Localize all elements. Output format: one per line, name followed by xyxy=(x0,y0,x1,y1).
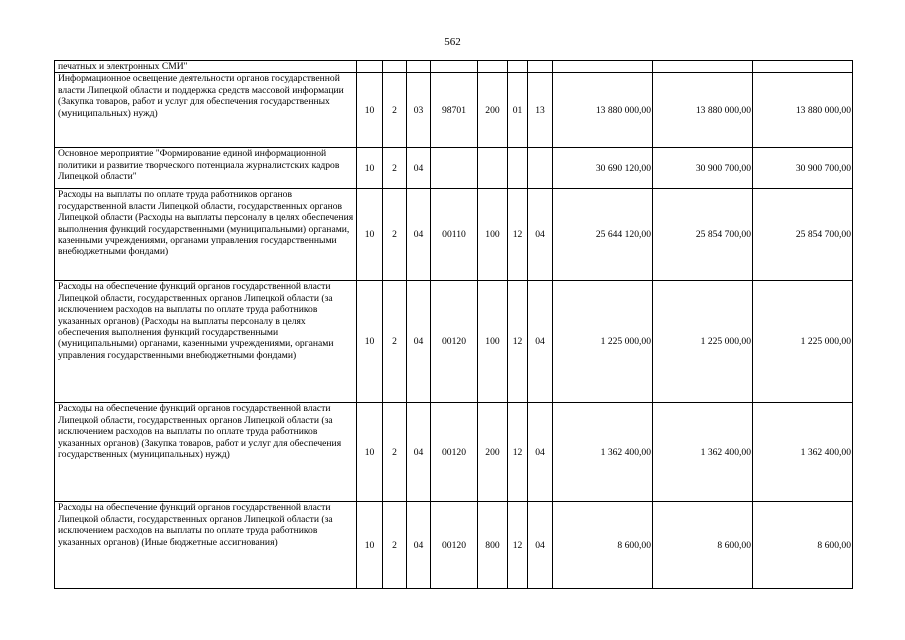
code-cell: 10 xyxy=(357,403,383,502)
amount-cell: 1 225 000,00 xyxy=(653,281,753,403)
table-row xyxy=(55,502,853,589)
amount-cell xyxy=(753,61,853,73)
amount-cell: 30 900 700,00 xyxy=(653,148,753,189)
code-cell: 00120 xyxy=(431,403,478,502)
code-cell: 10 xyxy=(357,502,383,589)
budget-table xyxy=(54,60,853,589)
code-cell: 2 xyxy=(383,148,407,189)
code-cell: 12 xyxy=(508,189,528,281)
code-cell: 04 xyxy=(407,403,431,502)
amount-cell: 8 600,00 xyxy=(653,502,753,589)
table-row xyxy=(55,281,853,403)
amount-cell: 25 854 700,00 xyxy=(653,189,753,281)
code-cell: 04 xyxy=(407,502,431,589)
code-cell: 100 xyxy=(478,189,508,281)
code-cell: 12 xyxy=(508,403,528,502)
amount-cell: 13 880 000,00 xyxy=(753,73,853,148)
code-cell xyxy=(478,61,508,73)
amount-cell: 25 644 120,00 xyxy=(553,189,653,281)
code-cell: 800 xyxy=(478,502,508,589)
row-description: Расходы на выплаты по оплате труда работников органов государственной власти Липецкой области, государственных органов Липецкой области (Расходы на выплаты персоналу в целях обеспечения выполнения функций государственными (муниципальными) органами, казенными учреждениями, органами управления государственными внебюджетными фондами) xyxy=(55,189,357,281)
code-cell xyxy=(508,61,528,73)
code-cell: 12 xyxy=(508,281,528,403)
code-cell: 04 xyxy=(528,502,553,589)
amount-cell: 1 362 400,00 xyxy=(653,403,753,502)
code-cell: 12 xyxy=(508,502,528,589)
code-cell xyxy=(431,61,478,73)
row-description: Основное мероприятие "Формирование единой информационной политики и развитие творческого потенциала журналистских кадров Липецкой области" xyxy=(55,148,357,189)
code-cell: 03 xyxy=(407,73,431,148)
code-cell: 00120 xyxy=(431,281,478,403)
code-cell: 200 xyxy=(478,403,508,502)
code-cell: 10 xyxy=(357,148,383,189)
row-description: Расходы на обеспечение функций органов государственной власти Липецкой области, государственных органов Липецкой области (за исключением расходов на выплаты по оплате труда работников указанных органов) (Закупка товаров, работ и услуг для обеспечения государственных (муниципальных) нужд) xyxy=(55,403,357,502)
code-cell: 00110 xyxy=(431,189,478,281)
code-cell: 2 xyxy=(383,189,407,281)
amount-cell: 1 362 400,00 xyxy=(553,403,653,502)
code-cell: 200 xyxy=(478,73,508,148)
code-cell xyxy=(528,61,553,73)
code-cell xyxy=(508,148,528,189)
code-cell: 98701 xyxy=(431,73,478,148)
table-row xyxy=(55,73,853,148)
code-cell: 00120 xyxy=(431,502,478,589)
amount-cell: 1 225 000,00 xyxy=(753,281,853,403)
row-description: Расходы на обеспечение функций органов государственной власти Липецкой области, государственных органов Липецкой области (за исключением расходов на выплаты по оплате труда работников указанных органов) (Расходы на выплаты персоналу в целях обеспечения выполнения функций государственными (муниципальными) органами, казенными учреждениями, органами управления государственными внебюджетными фондами) xyxy=(55,281,357,403)
row-description: Расходы на обеспечение функций органов государственной власти Липецкой области, государственных органов Липецкой области (за исключением расходов на выплаты по оплате труда работников указанных органов) (Иные бюджетные ассигнования) xyxy=(55,502,357,589)
amount-cell xyxy=(653,61,753,73)
amount-cell: 13 880 000,00 xyxy=(653,73,753,148)
amount-cell: 8 600,00 xyxy=(553,502,653,589)
code-cell: 04 xyxy=(407,189,431,281)
code-cell xyxy=(528,148,553,189)
amount-cell: 8 600,00 xyxy=(753,502,853,589)
code-cell: 04 xyxy=(528,281,553,403)
row-description: Информационное освещение деятельности органов государственной власти Липецкой области и поддержка средств массовой информации (Закупка товаров, работ и услуг для обеспечения государственных (муниципальных) нужд) xyxy=(55,73,357,148)
amount-cell: 1 225 000,00 xyxy=(553,281,653,403)
amount-cell: 25 854 700,00 xyxy=(753,189,853,281)
code-cell: 01 xyxy=(508,73,528,148)
table-row xyxy=(55,189,853,281)
table-row xyxy=(55,148,853,189)
code-cell: 04 xyxy=(407,281,431,403)
table-row xyxy=(55,61,853,73)
code-cell: 04 xyxy=(528,189,553,281)
table-row xyxy=(55,403,853,502)
amount-cell xyxy=(553,61,653,73)
amount-cell: 1 362 400,00 xyxy=(753,403,853,502)
code-cell: 04 xyxy=(407,148,431,189)
code-cell: 10 xyxy=(357,73,383,148)
code-cell xyxy=(478,148,508,189)
code-cell: 13 xyxy=(528,73,553,148)
code-cell: 2 xyxy=(383,281,407,403)
code-cell: 2 xyxy=(383,502,407,589)
code-cell: 04 xyxy=(528,403,553,502)
amount-cell: 13 880 000,00 xyxy=(553,73,653,148)
amount-cell: 30 900 700,00 xyxy=(753,148,853,189)
page-number: 562 xyxy=(444,36,461,48)
code-cell: 2 xyxy=(383,403,407,502)
code-cell: 100 xyxy=(478,281,508,403)
amount-cell: 30 690 120,00 xyxy=(553,148,653,189)
code-cell xyxy=(407,61,431,73)
code-cell xyxy=(357,61,383,73)
row-description: печатных и электронных СМИ" xyxy=(55,61,357,73)
code-cell: 10 xyxy=(357,281,383,403)
code-cell: 2 xyxy=(383,73,407,148)
code-cell: 10 xyxy=(357,189,383,281)
code-cell xyxy=(431,148,478,189)
code-cell xyxy=(383,61,407,73)
